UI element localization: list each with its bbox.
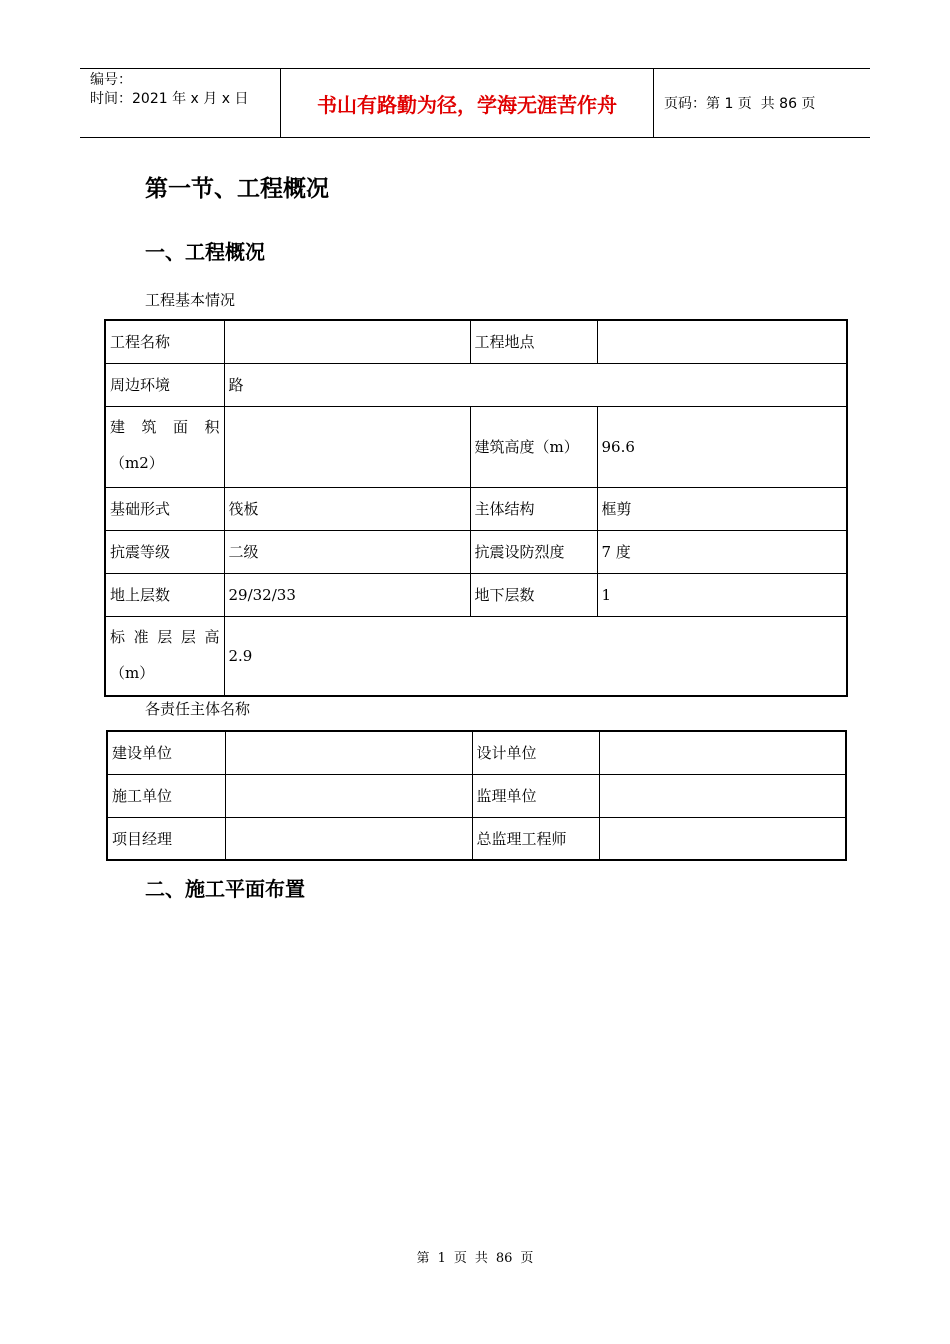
- cell-label: 建设单位: [107, 731, 225, 774]
- cell-value: 2.9: [224, 616, 847, 696]
- table-row: [107, 731, 846, 774]
- cell-value: [224, 320, 470, 363]
- cell-value: 29/32/33: [224, 573, 470, 616]
- cell-label: 监理单位: [472, 774, 599, 817]
- header-meta: [80, 69, 281, 137]
- cell-value: 二级: [224, 530, 470, 573]
- header-number: 编号：: [90, 72, 132, 88]
- cell-value: [225, 817, 472, 860]
- cell-label-line: 建 筑 面 积: [110, 417, 220, 436]
- cell-label: [105, 616, 224, 696]
- page-header: [80, 68, 870, 138]
- cell-label: 建筑高度（m）: [470, 406, 597, 487]
- footer-page-number: 1: [437, 1251, 446, 1266]
- cell-value: 96.6: [597, 406, 847, 487]
- cell-label: 施工单位: [107, 774, 225, 817]
- footer-text: 第: [416, 1251, 430, 1266]
- cell-label: 抗震设防烈度: [470, 530, 597, 573]
- table-row: [105, 363, 847, 406]
- cell-value: [224, 406, 470, 487]
- cell-label: 周边环境: [105, 363, 224, 406]
- table-row: [105, 573, 847, 616]
- cell-label: 地下层数: [470, 573, 597, 616]
- page-footer: [0, 1247, 950, 1266]
- responsible-parties-table: [106, 730, 847, 861]
- header-page-info: [654, 69, 870, 137]
- table-row: [105, 487, 847, 530]
- cell-value: 1: [597, 573, 847, 616]
- table-row: [107, 817, 846, 860]
- table-row: [105, 320, 847, 363]
- cell-label: 主体结构: [470, 487, 597, 530]
- table-row: [105, 616, 847, 696]
- cell-value: [599, 817, 846, 860]
- footer-total-pages: 86: [495, 1251, 513, 1266]
- basic-info-table: [104, 319, 848, 697]
- cell-label: 项目经理: [107, 817, 225, 860]
- footer-text: 共: [474, 1251, 488, 1266]
- cell-label: 设计单位: [472, 731, 599, 774]
- cell-label-line: 标 准 层 层 高: [110, 627, 220, 646]
- subsection-title-1: 一、工程概况: [145, 240, 265, 264]
- cell-value: [225, 731, 472, 774]
- cell-value: 7 度: [597, 530, 847, 573]
- cell-label: [105, 406, 224, 487]
- cell-label-line: （m2）: [110, 453, 164, 472]
- header-motto: 书山有路勤为径，学海无涯苦作舟: [281, 69, 654, 137]
- header-page-info-text: 页码：第 1 页 共 86 页: [664, 96, 816, 112]
- cell-label-line: （m）: [110, 663, 155, 682]
- section-title: 第一节、工程概况: [145, 176, 329, 202]
- table-row: [105, 406, 847, 487]
- basic-info-caption: 工程基本情况: [145, 291, 236, 309]
- cell-label: 抗震等级: [105, 530, 224, 573]
- responsible-parties-caption: 各责任主体名称: [145, 700, 251, 718]
- cell-value: [597, 320, 847, 363]
- header-date: 时间：2021 年 x 月 x 日: [90, 91, 249, 107]
- table-row: [107, 774, 846, 817]
- footer-text: 页: [453, 1251, 467, 1266]
- cell-value: [225, 774, 472, 817]
- footer-text: 页: [520, 1251, 534, 1266]
- cell-label: 工程名称: [105, 320, 224, 363]
- cell-value: [599, 731, 846, 774]
- cell-label: 地上层数: [105, 573, 224, 616]
- cell-label: 基础形式: [105, 487, 224, 530]
- cell-value: 路: [224, 363, 847, 406]
- cell-value: [599, 774, 846, 817]
- cell-value: 筏板: [224, 487, 470, 530]
- table-row: [105, 530, 847, 573]
- cell-label: 工程地点: [470, 320, 597, 363]
- cell-value: 框剪: [597, 487, 847, 530]
- cell-label: 总监理工程师: [472, 817, 599, 860]
- subsection-title-2: 二、施工平面布置: [145, 877, 305, 901]
